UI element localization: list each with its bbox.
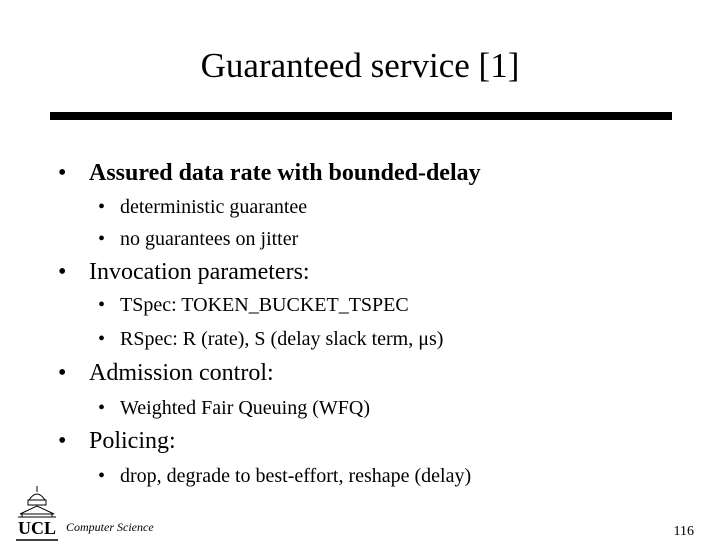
sub-bullet-item	[98, 292, 409, 318]
bullet-text: Weighted Fair Queuing (WFQ)	[120, 397, 370, 419]
bullet-item	[58, 257, 310, 287]
bullet-text: TSpec: TOKEN_BUCKET_TSPEC	[120, 294, 409, 316]
ucl-logo-text: UCL	[17, 518, 56, 538]
title-divider	[50, 112, 672, 120]
bullet-text: Invocation parameters:	[89, 259, 310, 285]
page-number: 116	[673, 524, 694, 539]
bullet-marker: •	[58, 160, 67, 186]
bullet-marker: •	[98, 228, 106, 250]
sub-bullet-item	[98, 194, 307, 220]
sub-bullet-item	[98, 226, 298, 252]
slide-title: Guaranteed service [1]	[200, 46, 520, 85]
bullet-text: Admission control:	[89, 360, 274, 386]
bullet-marker: •	[58, 259, 67, 285]
bullet-text: drop, degrade to best-effort, reshape (delay)	[120, 465, 472, 487]
bullet-text: no guarantees on jitter	[120, 228, 299, 250]
bullet-text: Policing:	[89, 428, 176, 454]
bullet-text: Assured data rate with bounded-delay	[89, 160, 481, 186]
bullet-marker: •	[98, 328, 106, 350]
bullet-marker: •	[98, 465, 106, 487]
bullet-marker: •	[98, 196, 106, 218]
bullet-item	[58, 426, 176, 456]
footer-label: Computer Science	[66, 520, 154, 534]
bullet-marker: •	[58, 360, 67, 386]
bullet-marker: •	[58, 428, 67, 454]
bullet-marker: •	[98, 294, 106, 316]
sub-bullet-item	[98, 463, 471, 489]
sub-bullet-item	[98, 326, 443, 352]
sub-bullet-item	[98, 395, 370, 421]
bullet-text: deterministic guarantee	[120, 196, 308, 218]
bullet-item	[58, 158, 481, 188]
bullet-marker: •	[98, 397, 106, 419]
bullet-item	[58, 358, 274, 388]
bullet-text: RSpec: R (rate), S (delay slack term, μs)	[120, 328, 444, 350]
